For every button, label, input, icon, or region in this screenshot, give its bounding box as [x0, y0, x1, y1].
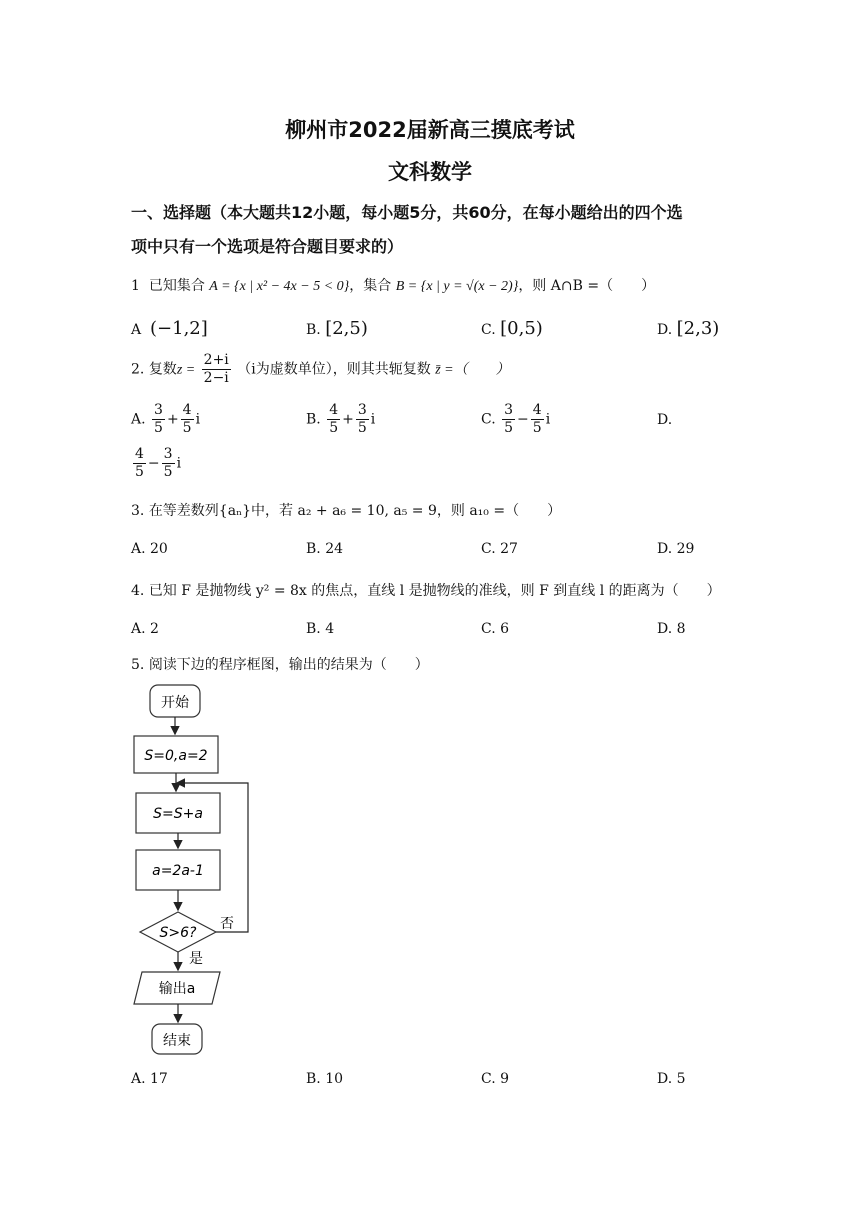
section-heading-line1: 一、选择题（本大题共12小题，每小题5分，共60分，在每小题给出的四个选 [131, 203, 683, 222]
fraction [327, 402, 340, 437]
fraction-denominator: 5 [163, 464, 173, 480]
fraction-numerator: 4 [135, 446, 144, 462]
fraction-denominator: 5 [135, 464, 144, 480]
question-text: ，集合 [349, 278, 392, 294]
flow-end-label: 结束 [163, 1033, 191, 1049]
option-value: 2 [150, 621, 159, 637]
q2-option-d-label[interactable]: D. [657, 412, 673, 428]
fraction-denominator: 5 [154, 420, 163, 436]
q4-option-d[interactable] [657, 621, 686, 637]
q3-option-a[interactable] [131, 541, 168, 557]
page-subtitle: 文科数学 [388, 160, 472, 184]
flowchart [120, 680, 260, 1060]
option-label: C. [481, 541, 496, 557]
option-value: (−1,2] [150, 318, 208, 339]
question-text: ，则 A∩B =（ ） [518, 278, 656, 294]
q3-option-c[interactable] [481, 541, 518, 557]
option-value: 20 [150, 541, 168, 557]
option-value: 9 [500, 1071, 510, 1087]
flow-yes-label: 是 [189, 951, 203, 967]
z-fraction [202, 352, 231, 387]
fraction-numerator: 3 [357, 402, 367, 418]
option-label: B. [306, 322, 321, 338]
flow-output-label: 输出a [158, 981, 196, 997]
option-label: C. [481, 621, 496, 637]
imaginary-unit: i [176, 455, 182, 472]
option-value: 27 [500, 541, 518, 557]
question-text: 已知 F 是抛物线 y² = 8x 的焦点，直线 l 是抛物线的准线，则 F 到直线 l 的距离为（ ） [148, 583, 721, 599]
option-value: [2,3) [676, 318, 720, 339]
option-label: A. [131, 541, 146, 557]
q5-option-a[interactable] [131, 1071, 168, 1087]
question-text: （i为虚数单位），则其共轭复数 [237, 361, 431, 378]
question-3 [131, 500, 561, 520]
fraction [133, 446, 146, 481]
question-number: 5. [131, 657, 145, 673]
z-lhs: z = [176, 362, 196, 378]
fraction-numerator: 4 [182, 402, 192, 418]
option-label: A. [131, 1071, 146, 1087]
option-label: C. [481, 411, 496, 428]
q2-option-d[interactable] [131, 446, 181, 481]
option-value: 6 [500, 621, 510, 637]
question-number: 4. [131, 583, 145, 599]
flow-step2-label: a=2a-1 [152, 863, 204, 879]
question-4 [131, 580, 721, 600]
option-value: [2,5) [325, 318, 368, 339]
set-a-expression: A = {x | x² − 4x − 5 < 0} [209, 279, 350, 294]
option-value: 4 [325, 621, 335, 637]
fraction-numerator: 4 [532, 402, 542, 418]
set-b-expression: B = {x | y = √(x − 2)} [395, 279, 519, 294]
q3-option-b[interactable] [306, 541, 343, 557]
fraction-denominator: 2−i [203, 370, 229, 386]
fraction-numerator: 3 [154, 402, 163, 418]
option-label: D. [657, 1071, 673, 1087]
fraction [356, 402, 369, 437]
q4-option-c[interactable] [481, 621, 509, 637]
option-label: D. [657, 322, 673, 338]
fraction [531, 402, 544, 437]
q1-option-a[interactable] [131, 318, 208, 339]
option-value: 8 [676, 621, 686, 637]
q4-option-b[interactable] [306, 621, 334, 637]
fraction-numerator: 2+i [203, 352, 229, 368]
question-2 [131, 352, 510, 387]
option-value: 5 [676, 1071, 686, 1087]
option-label: B. [306, 411, 321, 428]
q5-option-b[interactable] [306, 1071, 343, 1087]
imaginary-unit: i [195, 411, 201, 428]
operator: − [517, 411, 529, 428]
question-text: 复数 [148, 361, 177, 378]
fraction-denominator: 5 [504, 420, 514, 436]
flow-no-label: 否 [220, 916, 234, 932]
q1-option-d[interactable] [657, 318, 719, 339]
imaginary-unit: i [545, 411, 551, 428]
option-value: 17 [150, 1071, 168, 1087]
question-text: 已知集合 [148, 278, 205, 294]
option-label: A. [131, 621, 146, 637]
operator: + [342, 411, 354, 428]
fraction-denominator: 5 [182, 420, 192, 436]
option-label: D. [657, 621, 673, 637]
section-heading-line2: 项中只有一个选项是符合题目要求的） [131, 237, 404, 256]
option-value: 24 [325, 541, 344, 557]
operator: + [166, 411, 179, 428]
q5-option-c[interactable] [481, 1071, 509, 1087]
q1-option-c[interactable] [481, 318, 543, 339]
flow-decision-label: S>6? [159, 925, 197, 941]
fraction [181, 402, 194, 437]
q2-option-a[interactable] [131, 402, 200, 437]
fraction-denominator: 5 [357, 420, 367, 436]
option-value: [0,5) [500, 318, 543, 339]
fraction [162, 446, 175, 481]
option-value: 10 [325, 1071, 344, 1087]
flow-start-label: 开始 [161, 695, 189, 711]
flow-init-label: S=0,a=2 [144, 748, 208, 764]
option-label: C. [481, 1071, 496, 1087]
fraction-denominator: 5 [532, 420, 542, 436]
q3-option-d[interactable] [657, 541, 694, 557]
option-label: A [131, 322, 142, 338]
option-label: B. [306, 1071, 321, 1087]
question-text: 在等差数列{aₙ}中，若 a₂ + a₆ = 10, a₅ = 9，则 a₁₀ =（ ） [148, 503, 562, 519]
fraction-numerator: 4 [329, 402, 339, 418]
option-value: 29 [676, 541, 695, 557]
q2-option-b[interactable] [306, 402, 375, 437]
option-label: B. [306, 541, 321, 557]
page-title: 柳州市2022届新高三摸底考试 [285, 118, 575, 142]
option-label: C. [481, 322, 496, 338]
question-number: 1 [131, 278, 140, 294]
conjugate-z: z̄ =（ ） [435, 362, 510, 378]
operator: − [147, 455, 160, 472]
option-label: B. [306, 621, 321, 637]
question-text: 阅读下边的程序框图，输出的结果为（ ） [148, 657, 429, 673]
question-5 [131, 654, 429, 674]
q1-option-b[interactable] [306, 318, 368, 339]
question-number: 3. [131, 503, 145, 519]
question-number: 2. [131, 361, 145, 378]
fraction [152, 402, 165, 437]
fraction-denominator: 5 [329, 420, 339, 436]
option-label: A. [131, 411, 146, 428]
fraction-numerator: 3 [163, 446, 173, 462]
option-label: D. [657, 541, 673, 557]
fraction [502, 402, 515, 437]
fraction-numerator: 3 [504, 402, 514, 418]
q4-option-a[interactable] [131, 621, 159, 637]
q5-option-d[interactable] [657, 1071, 686, 1087]
imaginary-unit: i [370, 411, 376, 428]
question-1 [131, 275, 655, 295]
q2-option-c[interactable] [481, 402, 550, 437]
flow-step1-label: S=S+a [153, 806, 203, 822]
